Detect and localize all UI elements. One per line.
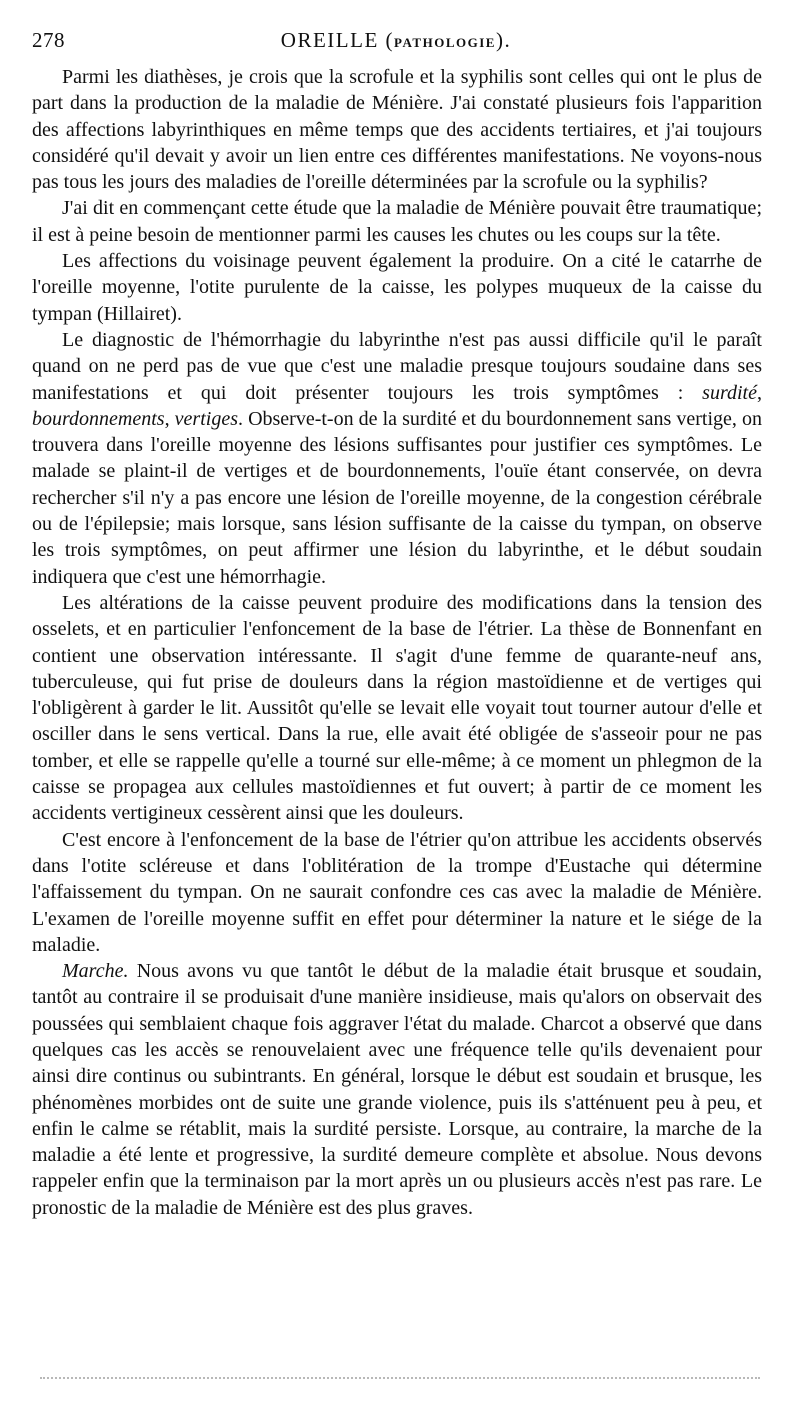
section-lead-marche: Marche. [62,960,129,983]
running-head-title-main: OREILLE [280,28,379,52]
bottom-divider [40,1377,760,1379]
paragraph-alterations: Les altérations de la caisse peuvent produire des modifications dans la tension des osselets, et en particulier l'enfoncement de la base de l'étrier. La thèse de Bonnenfant en contient une observation intéressante. Il s'agit d'une femme de quarante-neuf ans, tuberculeuse, qui fut prise de douleurs dans la région mastoïdienne et de vertiges qui l'obligèrent à garder le lit. Aussitôt qu'elle se levait elle voyait tout tourner autour d'elle et osciller dans le sens vertical. Dans la rue, elle avait été obligée de s'asseoir pour ne pas tomber, et elle se rappelle qu'elle a tourné sur elle-même; à ce moment un phlegmon de la caisse se propagea aux cellules mastoïdiennes et fut ouvert; à partir de ce moment les accidents vertigineux cessèrent ainsi que les douleurs. [32,591,762,825]
body-text [32,64,762,1221]
paragraph-traumatique: J'ai dit en commençant cette étude que la maladie de Ménière pouvait être traumatique; il est à peine besoin de mentionner parmi les causes les chutes ou les coups sur la tête. [32,197,762,246]
symptom-vertiges: vertiges [174,407,238,430]
symptom-bourdonnements: bourdonnements [32,407,165,430]
paragraph-diatheses: Parmi les diathèses, je crois que la scrofule et la syphilis sont celles qui ont le plus de part dans la production de la maladie de Ménière. J'ai constaté plusieurs fois l'apparition des affections labyrinthiques en même temps que des accidents tertiaires, et j'ai toujours considéré qu'il devait y avoir un lien entre ces différentes manifestations. Ne voyons-nous pas tous les jours des maladies de l'oreille déterminées par la scrofule ou la syphilis? [32,66,762,194]
symptom-separator-2: , [164,407,175,430]
diagnostic-text-after: . Observe-t-on de la surdité et du bourdonnement sans vertige, on trouvera dans l'oreille moyenne des lésions suffisantes pour justifier ces symptômes. Le malade se plaint-il de vertiges et de bourdonnements, l'ouïe étant conservée, on devra rechercher s'il n'y a pas encore une lésion de l'oreille moyenne, de la congestion cérébrale ou de l'épilepsie; mais lorsque, sans lésion suffisante de la caisse du tympan, on observe les trois symptômes, on peut affirmer une lésion du labyrinthe, et le début soudain indiquera que c'est une hémorrhagie. [32,407,763,588]
paragraph-marche [32,958,762,1221]
paragraph-enfoncement: C'est encore à l'enfoncement de la base de l'étrier qu'on attribue les accidents observés dans l'otite scléreuse et dans l'oblitération de la trompe d'Eustache qui détermine l'affaissement du tympan. On ne saurait confondre ces cas avec la maladie de Ménière. L'examen de l'oreille moyenne suffit en effet pour déterminer la nature et le siége de la maladie. [32,828,762,956]
paragraph-voisinage: Les affections du voisinage peuvent également la produire. On a cité le catarrhe de l'oreille moyenne, l'otite purulente de la caisse, les polypes muqueux de la caisse du tympan (Hillairet). [32,250,762,325]
running-head-open-paren: ( [378,28,395,52]
page-number: 278 [32,28,65,52]
running-head-title [32,28,760,53]
diagnostic-text-before: Le diagnostic de l'hémorrhagie du labyrinthe n'est pas aussi difficile qu'il le paraît quand on ne perd pas de vue que c'est une maladie presque toujours soudaine dans ses manifestations et qui doit présenter toujours les trois symptômes : [32,328,762,404]
running-head [32,28,760,58]
marche-text: Nous avons vu que tantôt le début de la maladie était brusque et soudain, tantôt au contraire il se produisait d'une manière insidieuse, mais qu'alors on observait des poussées qui semblaient chaque fois aggraver l'état du malade. Charcot a observé que dans quelques cas les accès se renouvelaient avec une fréquence telle qu'ils devenaient pour ainsi dire continus ou subintrants. En général, lorsque le début est soudain et brusque, les phénomènes morbides ont de suite une grande violence, puis ils s'atténuent peu à peu, et enfin le calme se rétablit, mais la surdité persiste. Lorsque, au contraire, la marche de la maladie a été lente et progressive, la surdité demeure complète et absolue. Nous devons rappeler enfin que la terminaison par la mort après un ou plusieurs accès n'est pas rare. Le pronostic de la maladie de Ménière est des plus graves. [32,960,762,1219]
symptom-surdite: surdité [702,381,757,404]
running-head-section: PATHOLOGIE [394,35,496,50]
paragraph-diagnostic [32,327,762,590]
symptom-separator-1: , [757,381,762,404]
running-head-close-paren: ). [495,28,512,52]
